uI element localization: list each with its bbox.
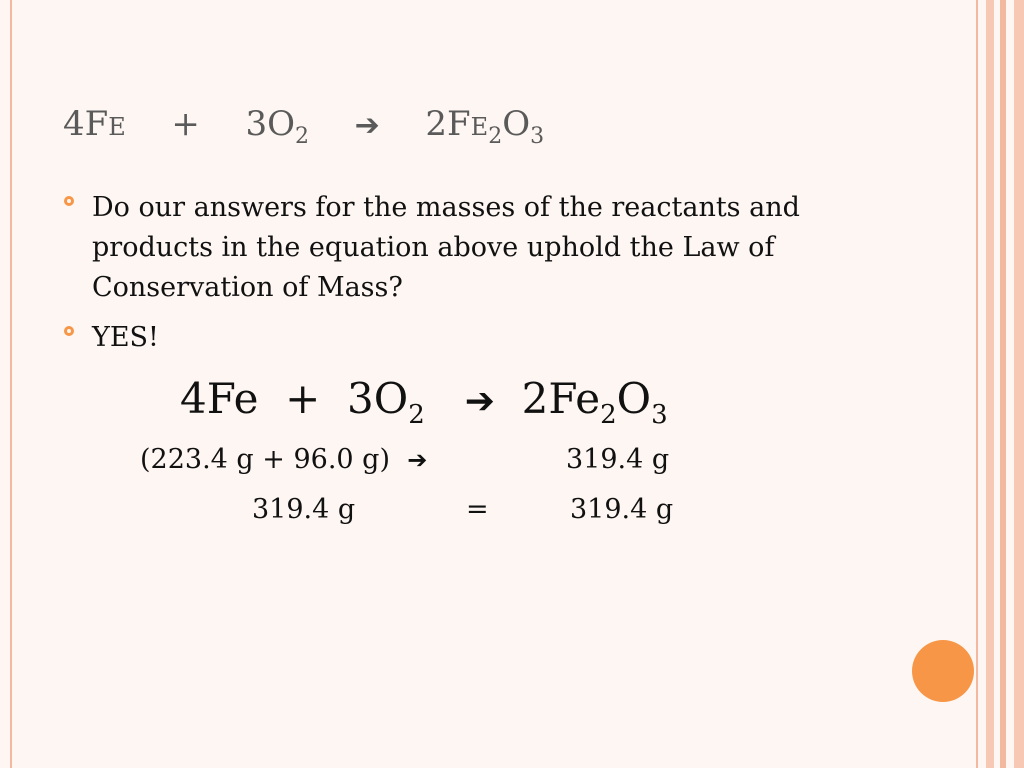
circle-bullet-icon — [64, 196, 74, 206]
equation-reactant2: 3O — [347, 374, 409, 423]
circle-bullet-icon — [64, 326, 74, 336]
right-border-line — [1000, 0, 1006, 768]
reactant-mass-sum — [140, 444, 427, 475]
title-reactant2-subscript: 2 — [295, 124, 310, 149]
equation-reactant2-subscript: 2 — [408, 400, 425, 430]
title-product-oxygen: O — [502, 104, 531, 144]
equation-product: 2Fe — [521, 374, 601, 423]
title-plus: + — [171, 104, 200, 144]
product-mass: 319.4 g — [566, 444, 670, 475]
bullet-text: Do our answers for the masses of the reactants and products in the equation above uphold the Law of Conservation of Mass? — [92, 192, 800, 303]
bullet-item — [64, 188, 854, 308]
equation-product-subscript-2: 3 — [651, 400, 668, 430]
title-product-subscript-2: 3 — [530, 124, 545, 149]
bullet-item — [64, 318, 159, 358]
equation-reactant1: 4Fe — [180, 374, 259, 423]
title-reactant1-rest: E — [108, 113, 126, 141]
title-reactant1-coef: 4F — [63, 104, 109, 144]
reactant-mass-sum-text: (223.4 g + 96.0 g) — [140, 444, 391, 475]
mass-arrow-icon: ➔ — [407, 446, 428, 474]
equation-arrow-icon: ➔ — [464, 381, 495, 422]
equals-sign: = — [466, 494, 489, 525]
left-border-line — [10, 0, 12, 768]
decorative-circle — [912, 640, 974, 702]
equation-product-oxygen: O — [616, 374, 652, 423]
right-border-line — [976, 0, 978, 768]
right-border-line — [986, 0, 994, 768]
right-total-mass: 319.4 g — [570, 494, 674, 525]
title-product-coef: 2F — [425, 104, 471, 144]
equation-plus: + — [285, 374, 321, 423]
title-product-subscript-1: 2 — [488, 124, 503, 149]
title-arrow-icon: ➔ — [354, 108, 380, 143]
title-product-rest: E — [470, 113, 489, 141]
right-border-line — [1014, 0, 1024, 768]
left-total-mass: 319.4 g — [252, 494, 356, 525]
balanced-equation — [180, 374, 668, 430]
equation-product-subscript-1: 2 — [600, 400, 617, 430]
bullet-text: YES! — [92, 322, 159, 353]
slide-title — [63, 104, 545, 149]
title-reactant2: 3O — [245, 104, 296, 144]
